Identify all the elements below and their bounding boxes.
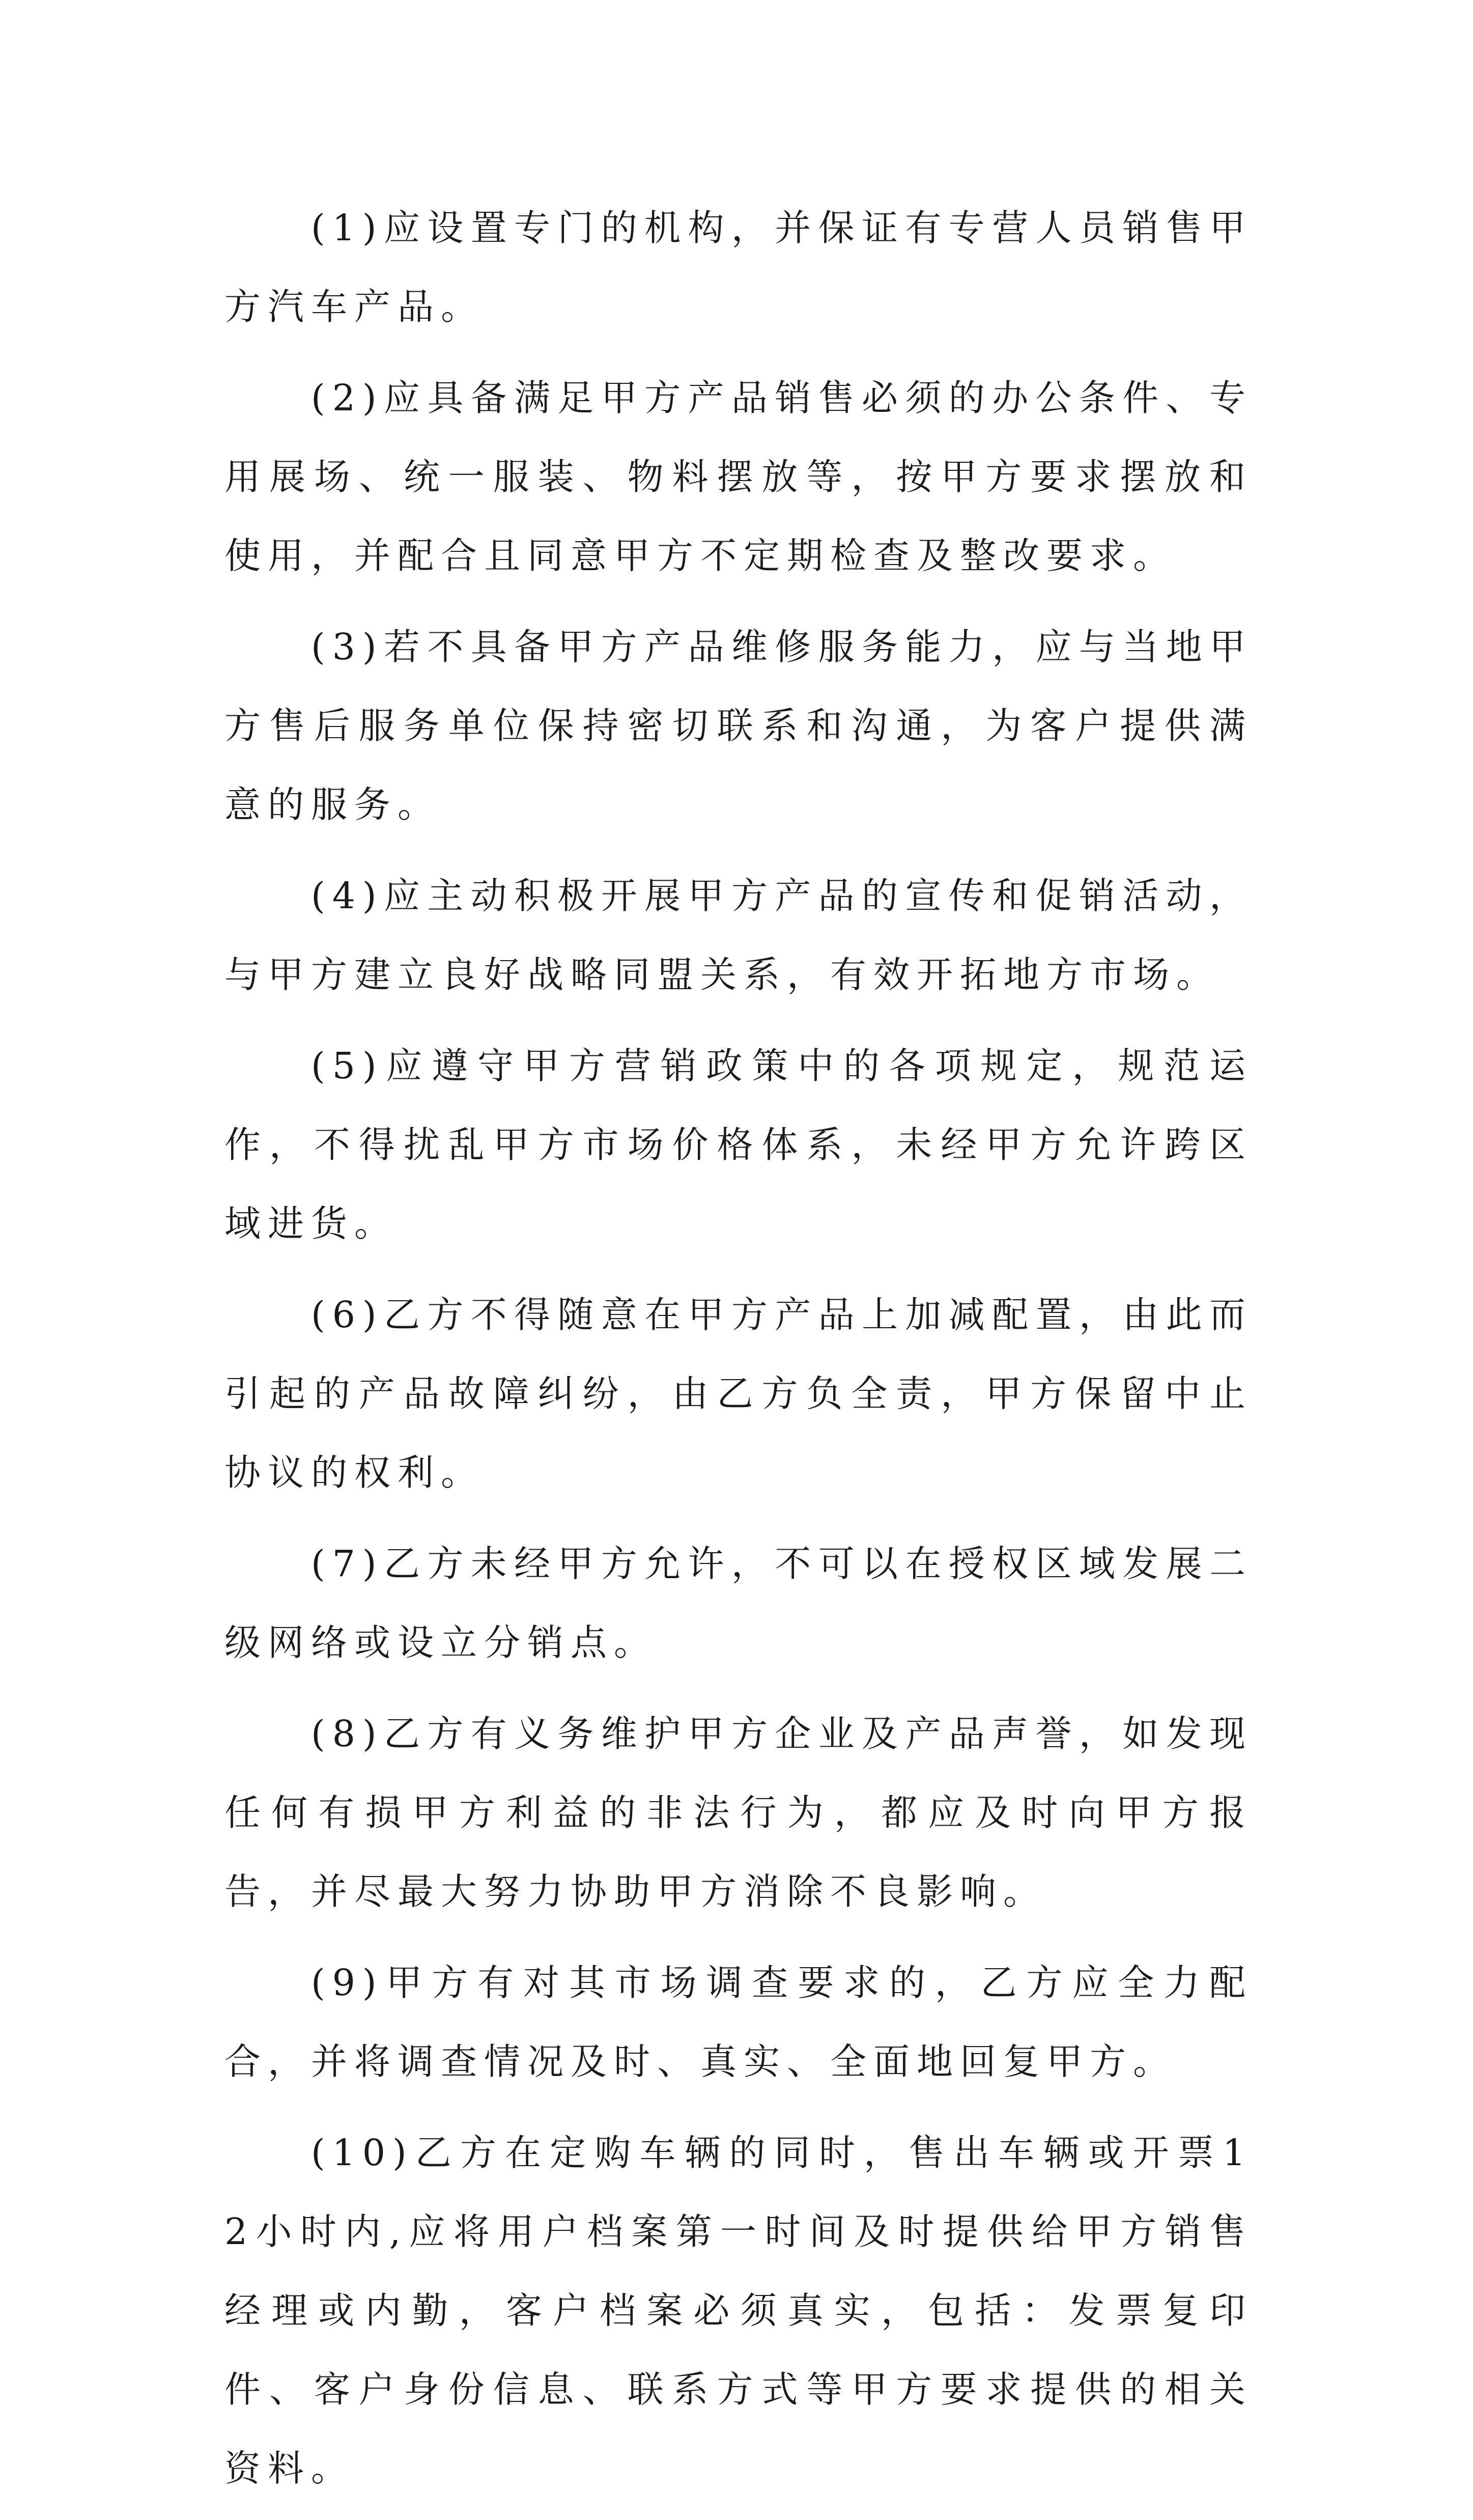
document-body	[224, 188, 1253, 2520]
clause-6: (6)乙方不得随意在甲方产品上加减配置，由此而引起的产品故障纠纷，由乙方负全责，甲方保留中止协议的权利。	[224, 1294, 1253, 1494]
clause-1: (1)应设置专门的机构，并保证有专营人员销售甲方汽车产品。	[224, 207, 1253, 328]
clause-5: (5)应遵守甲方营销政策中的各项规定，规范运作，不得扰乱甲方市场价格体系，未经甲方允许跨区域进货。	[224, 1045, 1253, 1245]
clause-3: (3)若不具备甲方产品维修服务能力，应与当地甲方售后服务单位保持密切联系和沟通，为客户提供满意的服务。	[224, 626, 1253, 826]
clause-2: (2)应具备满足甲方产品销售必须的办公条件、专用展场、统一服装、物料摆放等，按甲方要求摆放和使用，并配合且同意甲方不定期检查及整改要求。	[224, 377, 1253, 577]
clause-7: (7)乙方未经甲方允许，不可以在授权区域发展二级网络或设立分销点。	[224, 1543, 1253, 1664]
clause-8: (8)乙方有义务维护甲方企业及产品声誉，如发现任何有损甲方利益的非法行为，都应及时向甲方报告，并尽最大努力协助甲方消除不良影响。	[224, 1713, 1253, 1913]
clause-4: (4)应主动积极开展甲方产品的宣传和促销活动，与甲方建立良好战略同盟关系，有效开拓地方市场。	[224, 875, 1253, 996]
clause-10: (10)乙方在定购车辆的同时，售出车辆或开票12小时内,应将用户档案第一时间及时提供给甲方销售经理或内勤，客户档案必须真实，包括：发票复印件、客户身份信息、联系方式等甲方要求提供的相关资料。	[224, 2132, 1253, 2489]
clause-9: (9)甲方有对其市场调查要求的，乙方应全力配合，并将调查情况及时、真实、全面地回复甲方。	[224, 1962, 1253, 2083]
